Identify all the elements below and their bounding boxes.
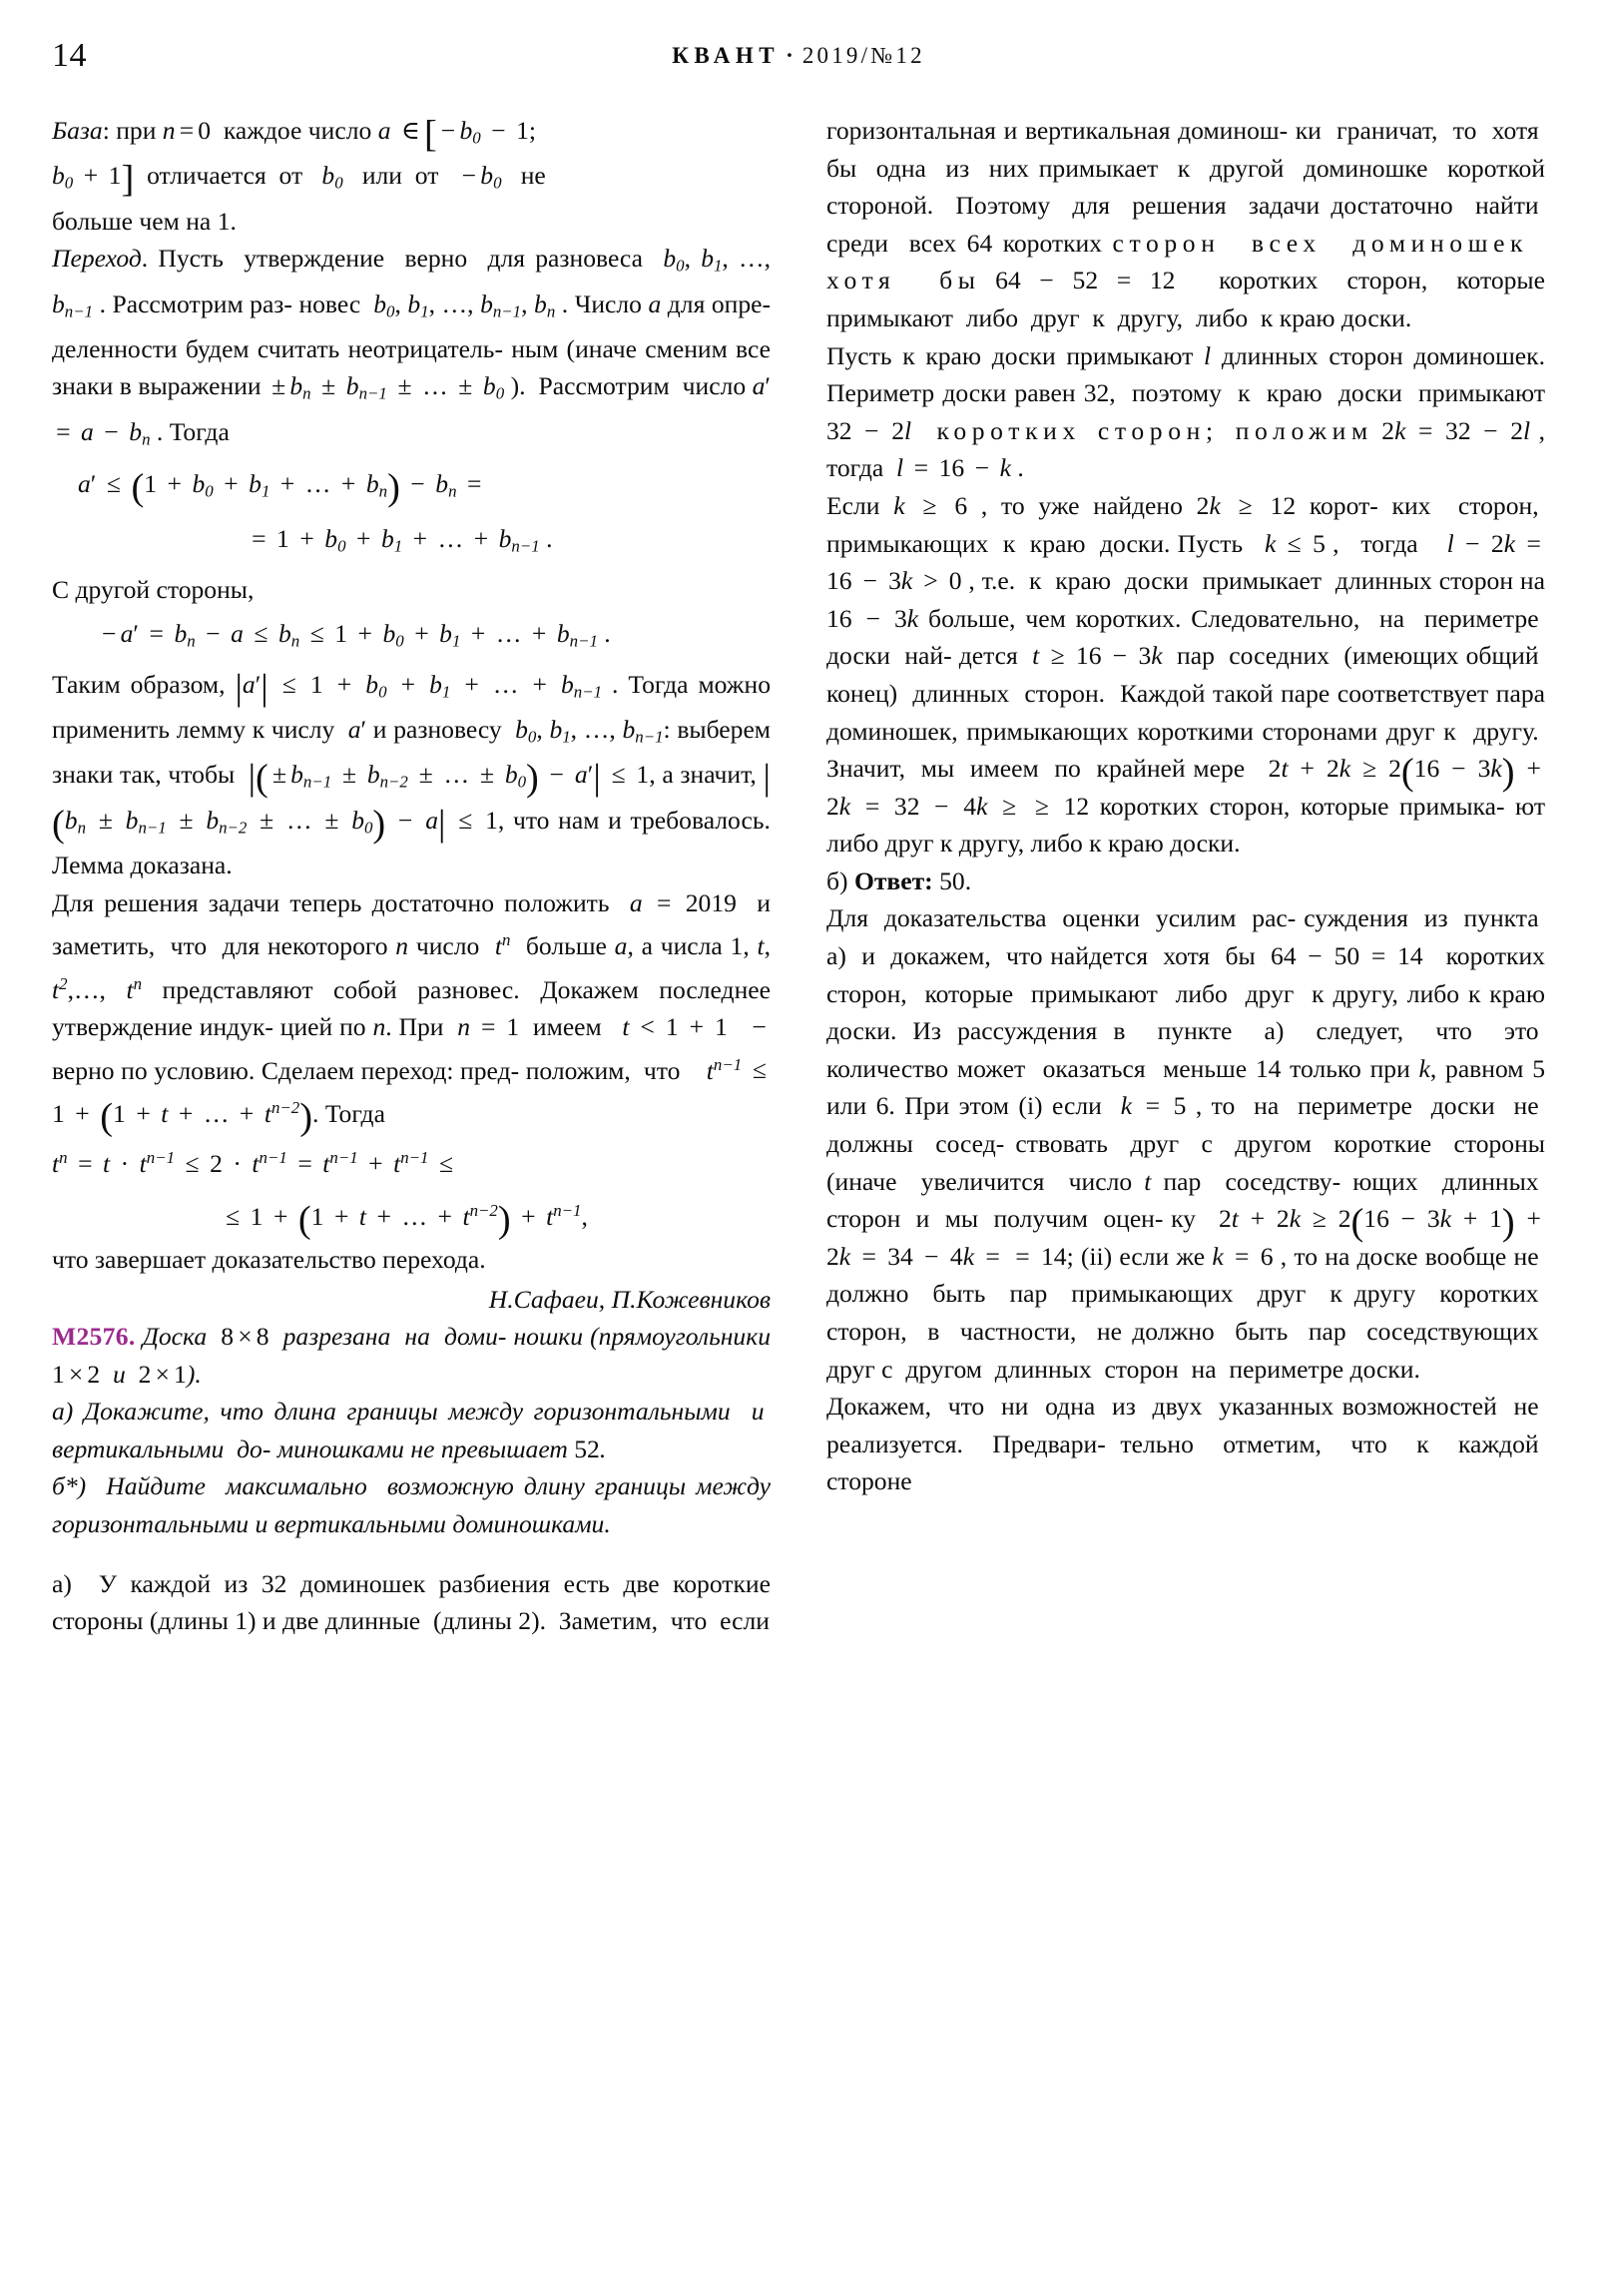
paragraph-conclusion: что завершает доказательство перехода.: [52, 1244, 486, 1274]
problem-m2576: [52, 1318, 771, 1393]
paragraph-thus: Таким образом, $|a'| \le 1 + b_0 + b_1$ + … + $b_{n-1}$ . Тогда можно применить лемму к числу a′ и разновесу $b_0$, $b_1$, …, $b_{n-1}$: выберем знаки так, чтобы |( ± $b_{n-1} \pm b_{n-2}$ ± … ± $b_0) - a'| \le 1$, а значит, $|(b_n \pm b_{n-1} \pm b_{n-2}$ ± … ± $b_0) - a| \le 1$, что нам и требовалось. Лемма доказана.: [52, 667, 771, 880]
problem-part-a: а) Докажите, что длина границы между горизонтальными и вертикальными до- миношками не превышает 52.: [52, 1397, 771, 1463]
issue-number: 2019/№12: [801, 43, 925, 68]
authors-line: Н.Сафаеи, П.Кожевников: [488, 1284, 771, 1314]
problem-part-b: б*) Найдите максимально возможную длину границы между горизонтальными и вертикальными доминошками.: [52, 1471, 771, 1539]
base-label: База: [52, 116, 103, 145]
column-container: [52, 112, 1545, 2238]
display-equation-3a: $t^n = t \cdot t^{n-1} \le 2 \cdot t^{n-1} = t^{n-1} + t^{n-1}$ ≤: [52, 1148, 454, 1179]
answer-line: [826, 862, 1545, 900]
problem-label: M2576.: [52, 1322, 136, 1352]
paragraph-r5: Докажем, что ни одна из двух указанных возможностей не реализуется. Предвари- тельно отметим, что к каждой стороне: [826, 1392, 1545, 1496]
page-number: 14: [52, 37, 87, 74]
solution-part-a-start: а) У каждой из 32 доминошек разбиения есть две короткие стороны (длины 1) и две длинные (длины 2). Заметим, что если: [52, 1568, 771, 1636]
answer-part-prefix: б): [826, 865, 848, 895]
display-equation-1a: $a' \le (1 + b_0 + b_1$ + … + $b_n) - b_n$ =: [78, 466, 482, 509]
paragraph-step: Переход. Пусть утверждение верно для разновеса $b_0$, $b_1$, …, $b_{n-1}$ . Рассмотрим раз- новес $b_0$, $b_1$, …, $b_{n-1}$, $b_n$ . Число a для опре- деленности будем считать неотрицатель- ным (иначе сменим все знаки в выражении ± $b_n \pm b_{n-1}$ ± … ± $b_0$ ). Рассмотрим число $a' = a - b_n$ . Тогда: [52, 244, 772, 449]
right-column: [826, 112, 1545, 2238]
answer-label: Ответ:: [853, 865, 933, 895]
step-label: Переход: [52, 244, 142, 274]
paragraph-r3: Если k ≥ 6 , то уже найдено 2k ≥ 12 корот- ких сторон, примыкающих к краю доски. Пусть k ≤ 5 , тогда l − 2k = 16 − 3k > 0 , т.е. к краю доски примыкает длинных сторон на 16 − 3k больше, чем коротких. Следовательно, на периметре доски най- дется t ≥ 16 − 3k пар соседних (имеющих общий конец) длинных сторон. Каждой такой паре соответствует пара доминошек, примыкающих короткими сторонами друг к другу. Значит, мы имеем по крайней мере 2t + 2k ≥ 2(16 − 3k) + 2k = 32 − 4k ≥ ≥ 12 коротких сторон, которые примыка- ют либо друг к другу, либо к краю доски.: [826, 490, 1546, 859]
journal-header: [52, 38, 1545, 74]
running-head: [52, 36, 1545, 76]
answer-value: 50.: [939, 865, 972, 895]
paragraph-solution-main: Для решения задачи теперь достаточно положить a = 2019 и заметить, что для некоторого n число $t^n$ больше a, а числа 1, t, $t^2,\dots$, $t^n$ представляют собой разновес. Докажем последнее утверждение индук- цией по n. При n = 1 имеем t < 1 + 1 − верно по условию. Сделаем переход: пред- положим, что $t^{n-1} \le 1 + (1 + t$ + … + $t^{n-2}$). Тогда: [52, 887, 772, 1139]
display-equation-1b: = $1 + b_0 + b_1$ + … + $b_{n-1}$ .: [252, 523, 553, 556]
display-equation-3b: ≤ 1 + (1 + t + … + $t^{n-2}) + t^{n-1}$,: [226, 1199, 588, 1242]
header-separator: ·: [786, 43, 797, 68]
display-equation-2: − $a' = b_n - a \le b_n \le 1 + b_0 + b_1$ + … + $b_{n-1}$ .: [102, 619, 611, 651]
paragraph-base: База: при n = 0 каждое число a ∈ [ − $b_0 - 1$; $b_0 + 1$] отличается от $b_0$ или от − $b_0$ не больше чем на 1.: [52, 113, 546, 236]
paragraph-r4: Для доказательства оценки усилим рас- суждения из пункта а) и докажем, что найдется хотя бы 64 − 50 = 14 коротких сторон, которые примыкают либо друг к другу, либо к краю доски. Из рассуждения в пункте а) следует, что это количество может оказаться меньше 14 только при k, равном 5 или 6. При этом (i) если k = 5 , то на периметре доски не должны сосед- ствовать друг с другом короткие стороны (иначе увеличится число t пар соседству- ющих длинных сторон и мы получим оцен- ку 2t + 2k ≥ 2(16 − 3k + 1) + 2k = 34 − 4k = = 14; (ii) если же k = 6 , то на доске вообще не должно быть пар примыкающих друг к другу коротких сторон, в частности, не должно быть пар соседствующих друг с другом длинных сторон на периметре доски.: [826, 903, 1545, 1384]
paragraph-r1: горизонтальная и вертикальная доминош- ки граничат, то хотя бы одна из них примыкает к другой доминошке короткой стороной. Поэтому для решения задачи достаточно найти среди всех 64 коротких сторон всех доминошек хотя бы 64 − 52 = 12 коротких сторон, которые примыкают либо друг к другу, либо к краю доски.: [826, 116, 1545, 332]
paragraph-r2: Пусть к краю доски примыкают l длинных сторон доминошек. Периметр доски равен 32, поэтому к краю доски примыкают 32 − 2l коротких сторон; положим 2k = 32 − 2l , тогда l = 16 − k .: [826, 340, 1546, 483]
paragraph-other-side: С другой стороны,: [52, 574, 255, 604]
problem-statement: Доска 8 × 8 разрезана на доми- ношки (прямоугольники 1 × 2 и 2 × 1).: [52, 1322, 771, 1389]
left-column: [52, 112, 771, 2238]
journal-name: КВАНТ: [672, 43, 781, 68]
